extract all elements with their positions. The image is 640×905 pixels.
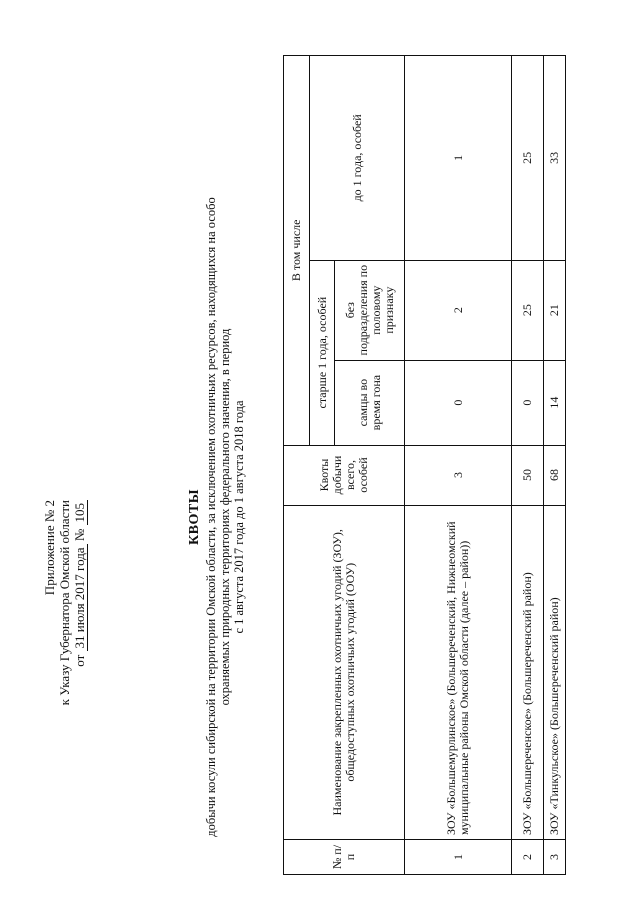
row-nosex: 21 [544,260,566,360]
row-males: 0 [405,360,512,445]
appendix-prefix: от [72,654,87,667]
header-under1: до 1 года, особей [310,56,405,261]
appendix-decree: к Указу Губернатора Омской области [57,500,72,706]
appendix-date-line [72,500,88,705]
row-num: 2 [512,840,544,875]
row-name: ЗОУ «Большереченское» (Большереченский район) [512,505,544,840]
table-row [405,56,512,875]
header-name: Наименование закрепленных охотничьих угодий (ЗОУ), общедоступных охотничьих угодий (ООУ) [284,505,405,840]
quota-table [283,55,566,875]
row-num: 3 [544,840,566,875]
row-name: ЗОУ «Тинкульское» (Большереченский район) [544,505,566,840]
row-under1: 33 [544,56,566,261]
header-nosex: без подразделения по половому признаку [335,260,405,360]
row-under1: 25 [512,56,544,261]
header-num: № п/п [284,840,405,875]
row-males: 14 [544,360,566,445]
row-total: 50 [512,445,544,505]
document-title-block [188,157,246,877]
header-males: самцы во время гона [335,360,405,445]
row-nosex: 2 [405,260,512,360]
row-nosex: 25 [512,260,544,360]
document-subtitle-1: добычи косули сибирской на территории Омской области, за исключением охотничьих ресурсов, находящихся на особо [204,197,218,837]
row-males: 0 [512,360,544,445]
document-subtitle-3: с 1 августа 2017 года до 1 августа 2018 года [232,400,246,634]
appendix-number-label: № [72,528,87,542]
row-total: 3 [405,445,512,505]
appendix-title: Приложение № 2 [42,500,57,596]
row-total: 68 [544,445,566,505]
table-row [512,56,544,875]
appendix-date: 31 июля 2017 года [72,544,88,651]
header-older: старше 1 года, особей [310,260,335,445]
appendix-block [42,500,88,705]
header-including: В том числе [284,56,310,446]
document-heading: КВОТЫ [187,489,202,545]
document-subtitle-2: охраняемых природных территориях федерального значения, в период [218,328,232,706]
header-total: Квоты добычи всего, особей [284,445,405,505]
row-under1: 1 [405,56,512,261]
row-name: ЗОУ «Большемурлинское» (Большереченский, Нижнеомский муниципальные районы Омской области (далее – район)) [405,505,512,840]
table-row [544,56,566,875]
appendix-number: 105 [72,500,88,526]
row-num: 1 [405,840,512,875]
